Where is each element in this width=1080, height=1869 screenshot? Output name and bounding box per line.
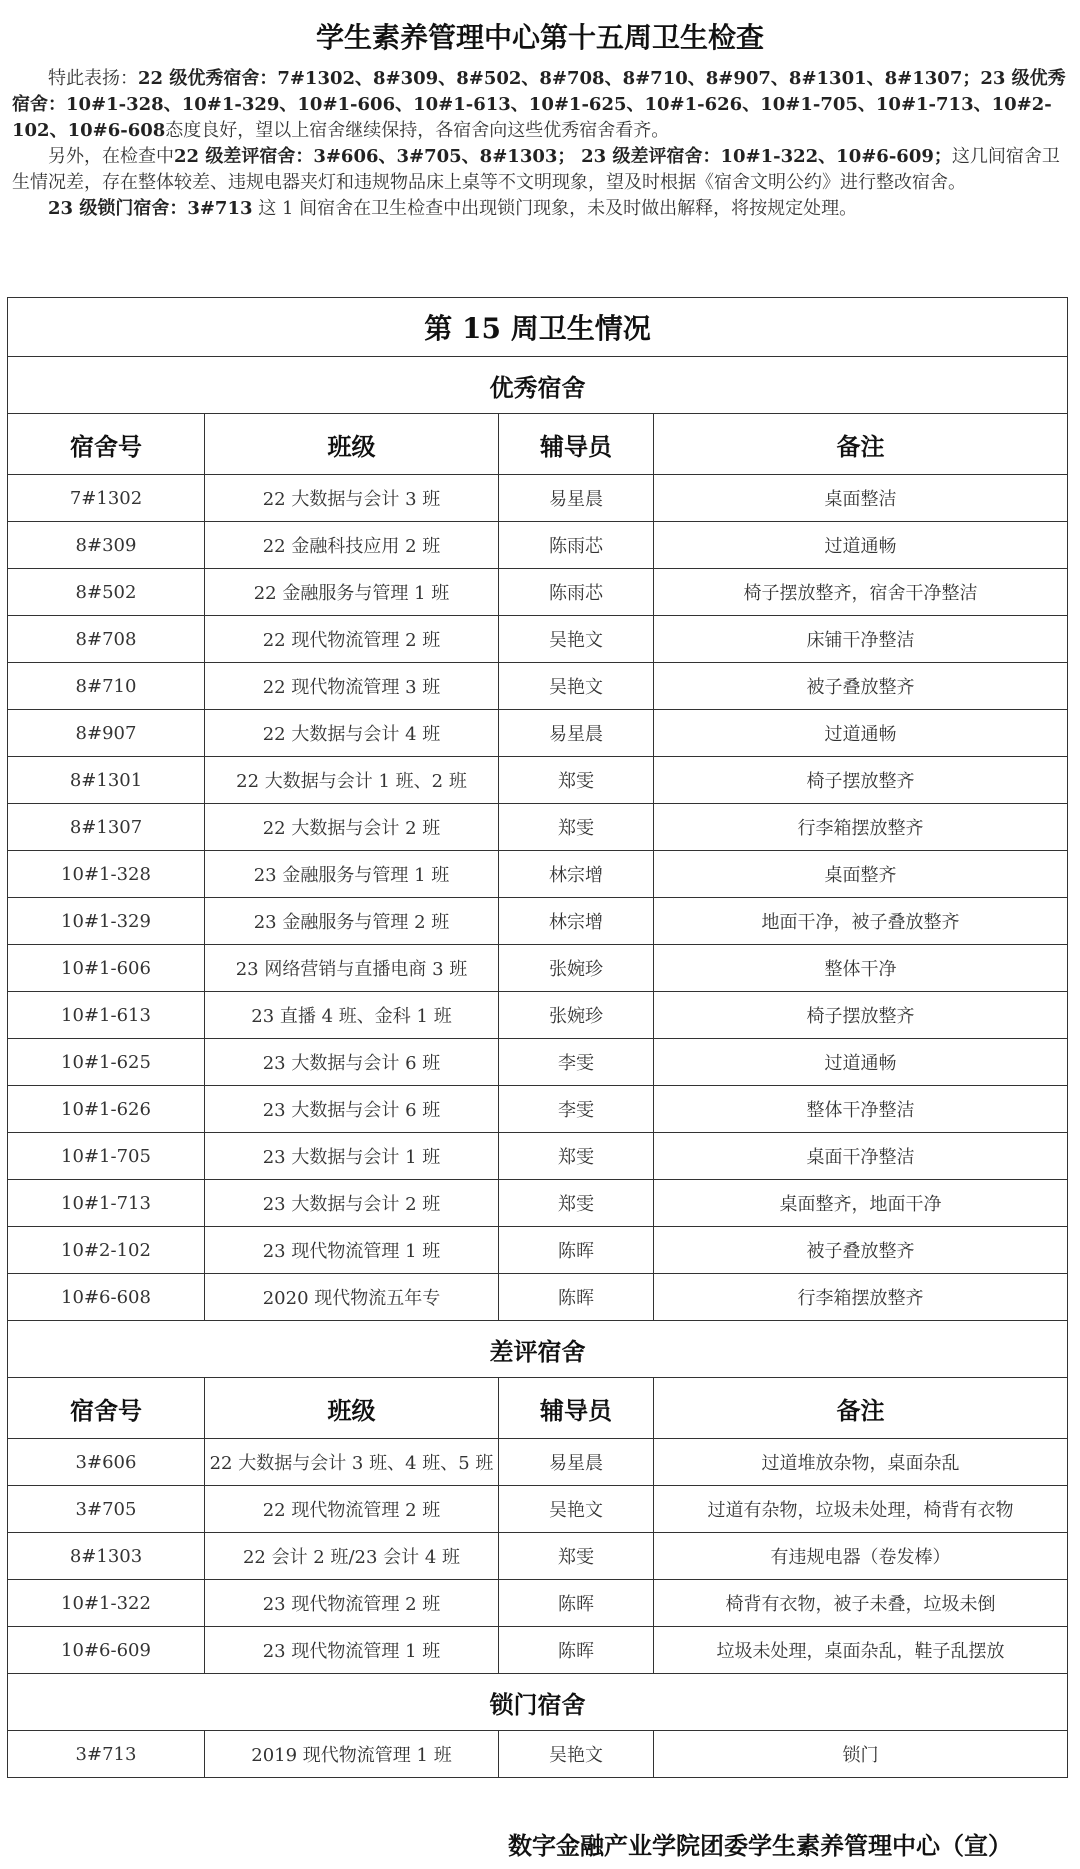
- cell-dorm-number: 10#6-609: [8, 1627, 205, 1674]
- table-row: [8, 475, 1068, 522]
- criticism-paragraph: [12, 144, 1067, 196]
- cell-remark: 桌面整齐: [654, 851, 1068, 898]
- cell-dorm-number: 8#710: [8, 663, 205, 710]
- cell-dorm-number: 10#1-329: [8, 898, 205, 945]
- locked-dorm: 3#713: [187, 198, 253, 219]
- table-row: [8, 1039, 1068, 1086]
- cell-class-name: 22 大数据与会计 3 班: [205, 475, 499, 522]
- cell-class-name: 23 大数据与会计 6 班: [205, 1086, 499, 1133]
- cell-counselor: 陈雨芯: [499, 569, 654, 616]
- cell-remark: 过道通畅: [654, 1039, 1068, 1086]
- cell-counselor: 张婉珍: [499, 992, 654, 1039]
- table-row: [8, 851, 1068, 898]
- praise-label-23: 23 级优秀宿舍：: [12, 68, 1066, 115]
- cell-class-name: 22 金融服务与管理 1 班: [205, 569, 499, 616]
- criticism-list-22: 3#606、3#705、8#1303；: [313, 146, 576, 167]
- table-row: [8, 1439, 1068, 1486]
- table-row: [8, 1627, 1068, 1674]
- criticism-list-23: 10#1-322、10#6-609；: [720, 146, 952, 167]
- cell-counselor: 吴艳文: [499, 616, 654, 663]
- cell-remark: 行李箱摆放整齐: [654, 1274, 1068, 1321]
- cell-counselor: 陈晖: [499, 1580, 654, 1627]
- cell-dorm-number: 10#1-613: [8, 992, 205, 1039]
- criticism-prefix: 另外，在检查中: [48, 146, 174, 167]
- locked-paragraph: [12, 196, 1067, 222]
- table-row: [8, 898, 1068, 945]
- cell-remark: 过道通畅: [654, 710, 1068, 757]
- cell-counselor: 吴艳文: [499, 1486, 654, 1533]
- hygiene-table-body: [8, 298, 1068, 1778]
- column-header-remark: 备注: [654, 1378, 1068, 1439]
- cell-remark: 椅子摆放整齐: [654, 992, 1068, 1039]
- cell-dorm-number: 8#907: [8, 710, 205, 757]
- table-row: [8, 945, 1068, 992]
- cell-dorm-number: 8#708: [8, 616, 205, 663]
- cell-counselor: 易星晨: [499, 475, 654, 522]
- cell-class-name: 22 金融科技应用 2 班: [205, 522, 499, 569]
- cell-class-name: 22 大数据与会计 4 班: [205, 710, 499, 757]
- table-row: [8, 804, 1068, 851]
- cell-dorm-number: 8#1301: [8, 757, 205, 804]
- cell-counselor: 陈雨芯: [499, 522, 654, 569]
- column-header-dorm-number: 宿舍号: [8, 414, 205, 475]
- cell-counselor: 易星晨: [499, 710, 654, 757]
- section-row: [8, 357, 1068, 414]
- cell-dorm-number: 8#1303: [8, 1533, 205, 1580]
- cell-remark: 过道通畅: [654, 522, 1068, 569]
- table-row: [8, 1180, 1068, 1227]
- criticism-suffix: 这几间宿舍卫生情况差，存在整体较差、违规电器夹灯和违规物品床上桌等不文明现象，望及时根据《宿舍文明公约》进行整改宿舍。: [12, 146, 1060, 193]
- cell-remark: 行李箱摆放整齐: [654, 804, 1068, 851]
- cell-remark: 桌面整齐，地面干净: [654, 1180, 1068, 1227]
- cell-remark: 过道堆放杂物，桌面杂乱: [654, 1439, 1068, 1486]
- cell-class-name: 23 现代物流管理 1 班: [205, 1627, 499, 1674]
- praise-list-22: 7#1302、8#309、8#502、8#708、8#710、8#907、8#1301、8#1307；: [277, 68, 981, 89]
- cell-counselor: 张婉珍: [499, 945, 654, 992]
- table-row: [8, 1133, 1068, 1180]
- cell-class-name: 22 现代物流管理 2 班: [205, 1486, 499, 1533]
- section-title: 差评宿舍: [8, 1321, 1068, 1378]
- cell-remark: 被子叠放整齐: [654, 663, 1068, 710]
- table-row: [8, 569, 1068, 616]
- table-row: [8, 1533, 1068, 1580]
- cell-remark: 整体干净: [654, 945, 1068, 992]
- intro-text: [12, 66, 1067, 222]
- cell-dorm-number: 8#502: [8, 569, 205, 616]
- cell-class-name: 23 网络营销与直播电商 3 班: [205, 945, 499, 992]
- cell-remark: 垃圾未处理，桌面杂乱，鞋子乱摆放: [654, 1627, 1068, 1674]
- table-row: [8, 1580, 1068, 1627]
- locked-suffix: 这 1 间宿舍在卫生检查中出现锁门现象，未及时做出解释，将按规定处理。: [258, 198, 858, 219]
- table-row: [8, 663, 1068, 710]
- table-row: [8, 992, 1068, 1039]
- cell-class-name: 23 现代物流管理 2 班: [205, 1580, 499, 1627]
- cell-remark: 整体干净整洁: [654, 1086, 1068, 1133]
- cell-counselor: 林宗增: [499, 851, 654, 898]
- table-title: 第 15 周卫生情况: [8, 298, 1068, 357]
- praise-suffix: 态度良好，望以上宿舍继续保持，各宿舍向这些优秀宿舍看齐。: [165, 120, 670, 141]
- column-header-counselor: 辅导员: [499, 1378, 654, 1439]
- cell-dorm-number: 7#1302: [8, 475, 205, 522]
- cell-class-name: 22 现代物流管理 2 班: [205, 616, 499, 663]
- table-title-row: [8, 298, 1068, 357]
- cell-dorm-number: 10#6-608: [8, 1274, 205, 1321]
- cell-remark: 桌面整洁: [654, 475, 1068, 522]
- cell-class-name: 22 现代物流管理 3 班: [205, 663, 499, 710]
- cell-class-name: 23 金融服务与管理 1 班: [205, 851, 499, 898]
- cell-remark: 床铺干净整洁: [654, 616, 1068, 663]
- cell-dorm-number: 3#606: [8, 1439, 205, 1486]
- praise-prefix: 特此表扬：: [48, 68, 138, 89]
- cell-counselor: 李雯: [499, 1039, 654, 1086]
- cell-class-name: 22 大数据与会计 3 班、4 班、5 班: [205, 1439, 499, 1486]
- column-header-remark: 备注: [654, 414, 1068, 475]
- table-header-row: [8, 1378, 1068, 1439]
- cell-counselor: 吴艳文: [499, 1731, 654, 1778]
- table-row: [8, 1486, 1068, 1533]
- section-title: 优秀宿舍: [8, 357, 1068, 414]
- cell-counselor: 郑雯: [499, 757, 654, 804]
- cell-dorm-number: 8#1307: [8, 804, 205, 851]
- cell-class-name: 23 现代物流管理 1 班: [205, 1227, 499, 1274]
- cell-remark: 地面干净，被子叠放整齐: [654, 898, 1068, 945]
- cell-counselor: 郑雯: [499, 804, 654, 851]
- praise-label-22: 22 级优秀宿舍：: [138, 68, 278, 89]
- page-title: 学生素养管理中心第十五周卫生检查: [315, 21, 764, 54]
- cell-class-name: 22 大数据与会计 1 班、2 班: [205, 757, 499, 804]
- table-row: [8, 522, 1068, 569]
- table-row: [8, 710, 1068, 757]
- cell-dorm-number: 10#1-625: [8, 1039, 205, 1086]
- cell-dorm-number: 10#1-713: [8, 1180, 205, 1227]
- cell-class-name: 23 金融服务与管理 2 班: [205, 898, 499, 945]
- section-row: [8, 1321, 1068, 1378]
- cell-dorm-number: 3#713: [8, 1731, 205, 1778]
- cell-remark: 锁门: [654, 1731, 1068, 1778]
- table-header-row: [8, 414, 1068, 475]
- cell-remark: 桌面干净整洁: [654, 1133, 1068, 1180]
- criticism-label-23: 23 级差评宿舍：: [581, 146, 721, 167]
- cell-dorm-number: 10#1-328: [8, 851, 205, 898]
- cell-counselor: 李雯: [499, 1086, 654, 1133]
- table-row: [8, 1731, 1068, 1778]
- column-header-dorm-number: 宿舍号: [8, 1378, 205, 1439]
- cell-class-name: 2020 现代物流五年专: [205, 1274, 499, 1321]
- cell-class-name: 23 大数据与会计 2 班: [205, 1180, 499, 1227]
- column-header-class-name: 班级: [205, 1378, 499, 1439]
- cell-class-name: 22 会计 2 班/23 会计 4 班: [205, 1533, 499, 1580]
- cell-class-name: 23 大数据与会计 6 班: [205, 1039, 499, 1086]
- cell-remark: 椅子摆放整齐: [654, 757, 1068, 804]
- column-header-counselor: 辅导员: [499, 414, 654, 475]
- cell-dorm-number: 10#1-705: [8, 1133, 205, 1180]
- cell-dorm-number: 10#1-606: [8, 945, 205, 992]
- footer-signature: 数字金融产业学院团委学生素养管理中心（宣）: [508, 1831, 1012, 1860]
- table-row: [8, 1086, 1068, 1133]
- praise-paragraph: [12, 66, 1067, 144]
- cell-dorm-number: 8#309: [8, 522, 205, 569]
- cell-class-name: 22 大数据与会计 2 班: [205, 804, 499, 851]
- cell-remark: 椅子摆放整齐，宿舍干净整洁: [654, 569, 1068, 616]
- cell-counselor: 林宗增: [499, 898, 654, 945]
- cell-dorm-number: 3#705: [8, 1486, 205, 1533]
- table-row: [8, 1274, 1068, 1321]
- section-title: 锁门宿舍: [8, 1674, 1068, 1731]
- cell-dorm-number: 10#2-102: [8, 1227, 205, 1274]
- hygiene-table: [7, 297, 1068, 1778]
- cell-counselor: 陈晖: [499, 1227, 654, 1274]
- cell-remark: 过道有杂物，垃圾未处理，椅背有衣物: [654, 1486, 1068, 1533]
- table-row: [8, 1227, 1068, 1274]
- cell-counselor: 吴艳文: [499, 663, 654, 710]
- table-row: [8, 757, 1068, 804]
- cell-class-name: 23 直播 4 班、金科 1 班: [205, 992, 499, 1039]
- cell-remark: 被子叠放整齐: [654, 1227, 1068, 1274]
- cell-counselor: 郑雯: [499, 1180, 654, 1227]
- criticism-label-22: 22 级差评宿舍：: [174, 146, 314, 167]
- cell-class-name: 2019 现代物流管理 1 班: [205, 1731, 499, 1778]
- cell-dorm-number: 10#1-322: [8, 1580, 205, 1627]
- cell-counselor: 郑雯: [499, 1133, 654, 1180]
- cell-counselor: 陈晖: [499, 1627, 654, 1674]
- cell-counselor: 易星晨: [499, 1439, 654, 1486]
- cell-counselor: 陈晖: [499, 1274, 654, 1321]
- cell-remark: 椅背有衣物，被子未叠，垃圾未倒: [654, 1580, 1068, 1627]
- section-row: [8, 1674, 1068, 1731]
- cell-remark: 有违规电器（卷发棒）: [654, 1533, 1068, 1580]
- column-header-class-name: 班级: [205, 414, 499, 475]
- cell-class-name: 23 大数据与会计 1 班: [205, 1133, 499, 1180]
- praise-list-23: 10#1-328、10#1-329、10#1-606、10#1-613、10#1-625、10#1-626、10#1-705、10#1-713、10#2-102、10#6-608: [12, 94, 1052, 141]
- table-row: [8, 616, 1068, 663]
- cell-dorm-number: 10#1-626: [8, 1086, 205, 1133]
- locked-label: 23 级锁门宿舍：: [48, 198, 188, 219]
- cell-counselor: 郑雯: [499, 1533, 654, 1580]
